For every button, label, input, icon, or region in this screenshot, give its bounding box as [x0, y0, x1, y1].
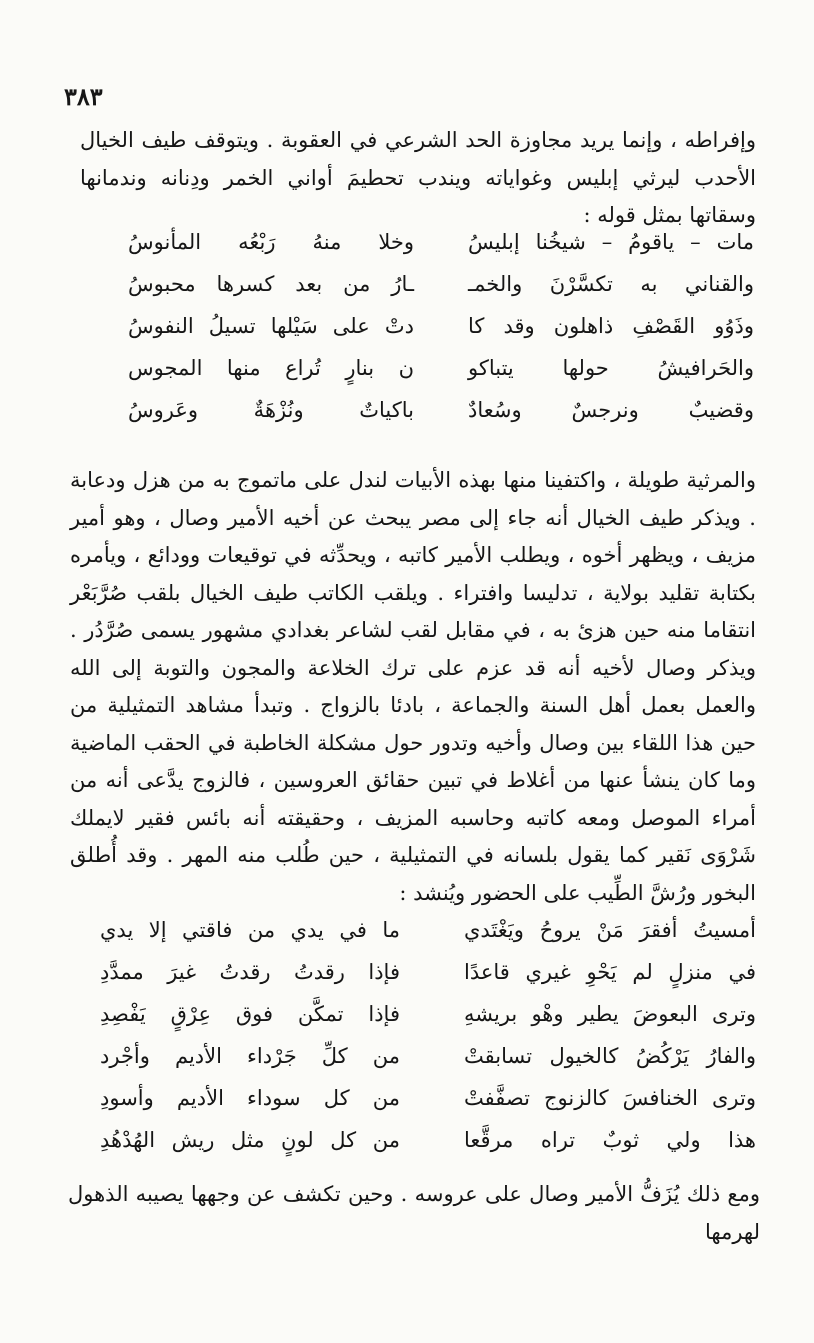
verse-first-hemistich: والفارُ يَرْكُضُ كالخيول تسابقتْ [464, 1044, 756, 1068]
verse-first-hemistich: أمسيتُ أفقرَ مَنْ يروحُ ويَغْتَدي [464, 918, 756, 942]
poem-elegy [128, 222, 754, 432]
poem-verse [128, 348, 754, 388]
verse-first-hemistich: في منزلٍ لم يَحْوِ غيري قاعدًا [464, 960, 756, 984]
verse-first-hemistich: مات – ياقومُ – شيخُنا إبليسُ [468, 230, 754, 254]
verse-first-hemistich: وذَوُو القَصْفِ ذاهلون وقد كا [468, 314, 754, 338]
closing-text: ومع ذلك يُزَفُّ الأمير وصال على عروسه . وحين تكشف عن وجهها يصيبه الذهول لهرمها [68, 1182, 760, 1244]
page-number: ٣٨٣ [64, 82, 103, 111]
closing-line [68, 1176, 760, 1251]
poem-verse [128, 222, 754, 262]
verse-second-hemistich: وخلا منهُ رَبْعُه المأنوسُ [128, 230, 414, 254]
verse-second-hemistich: من كل سوداء الأديم وأسودِ [100, 1086, 400, 1110]
poem-verse [128, 306, 754, 346]
poem-verse [100, 1120, 756, 1160]
poem-verse [100, 910, 756, 950]
poem-verse [100, 952, 756, 992]
intro-paragraph [80, 122, 756, 235]
verse-first-hemistich: وترى البعوضَ يطير وهْو بريشهِ [464, 1002, 756, 1026]
verse-second-hemistich: ن بنارٍ تُراع منها المجوس [128, 356, 414, 380]
poem-verse [128, 264, 754, 304]
verse-second-hemistich: من كل لونٍ مثل ريش الهُدْهُدِ [100, 1128, 400, 1152]
verse-second-hemistich: من كلِّ جَرْداء الأديم وأجْرد [100, 1044, 400, 1068]
verse-second-hemistich: ما في يدي من فاقتي إلا يدي [100, 918, 400, 942]
verse-second-hemistich: دتْ على سَيْلها تسيلُ النفوسُ [128, 314, 414, 338]
verse-first-hemistich: وترى الخنافسَ كالزنوج تصفَّفتْ [464, 1086, 756, 1110]
main-paragraph [70, 462, 756, 912]
poem-verse [100, 1036, 756, 1076]
verse-first-hemistich: هذا ولي ثوبٌ تراه مرقَّعا [464, 1128, 756, 1152]
main-text: والمرثية طويلة ، واكتفينا منها بهذه الأبيات لندل على ماتموج به من هزل ودعابة . ويذكر طيف الخيال أنه جاء إلى مصر يبحث عن أخيه الأمير وصال ، وهو أمير مزيف ، ويظهر أخوه ، ويطلب الأمير كاتبه ، ويحدِّثه في توقيعات وودائع ، ويأمره بكتابة تقليد بولاية ، تدليسا وافتراء . ويلقب الكاتب طيف الخيال بلقب صُرَّبَعْر انتقاما منه حين هزئ به ، في مقابل لقب لشاعر بغدادي مشهور يسمى صُرَّدُر . ويذكر وصال لأخيه أنه قد عزم على ترك الخلاعة والمجون والتوبة إلى الله والعمل بعمل أهل السنة والجماعة ، بادئا بالزواج . وتبدأ مشاهد التمثيلية من حين هذا اللقاء بين وصال وأخيه وتدور حول مشكلة الخاطبة في الحقب الماضية وما كان ينشأ عنها من أغلاط في تبين حقائق العروسين ، فالزوج يدَّعى أنه من أمراء الموصل ومعه كاتبه وحاسبه المزيف ، وحقيقته أنه بائس فقير لايملك شَرْوَى نَقير كما يقول بلسانه في التمثيلية ، حين طُلب منه المهر . وقد أُطلق البخور ورُشَّ الطِّيب على الحضور ويُنشد : [70, 468, 756, 905]
verse-first-hemistich: والحَرافيشُ حولها يتباكو [468, 356, 754, 380]
verse-first-hemistich: وقضيبٌ ونرجسٌ وسُعادٌ [468, 398, 754, 422]
poem-verse [100, 1078, 756, 1118]
verse-first-hemistich: والقناني به تكسَّرْنَ والخمـ [468, 272, 754, 296]
verse-second-hemistich: ـارُ من بعد كسرها محبوسُ [128, 272, 414, 296]
poem-poverty [100, 910, 756, 1170]
verse-second-hemistich: باكياتٌ ونُزْهَةٌ وعَروسُ [128, 398, 414, 422]
verse-second-hemistich: فإذا تمكَّن فوق عِرْقٍ يَفْصِدِ [100, 1002, 400, 1026]
poem-verse [100, 994, 756, 1034]
intro-text: وإفراطه ، وإنما يريد مجاوزة الحد الشرعي في العقوبة . ويتوقف طيف الخيال الأحدب ليرثي إبليس وغواياته ويندب تحطيمَ أواني الخمر ودِنانه وندمانها وسقاتها بمثل قوله : [80, 128, 756, 227]
verse-second-hemistich: فإذا رقدتُ رقدتُ غيرَ ممدَّدِ [100, 960, 400, 984]
poem-verse [128, 390, 754, 430]
